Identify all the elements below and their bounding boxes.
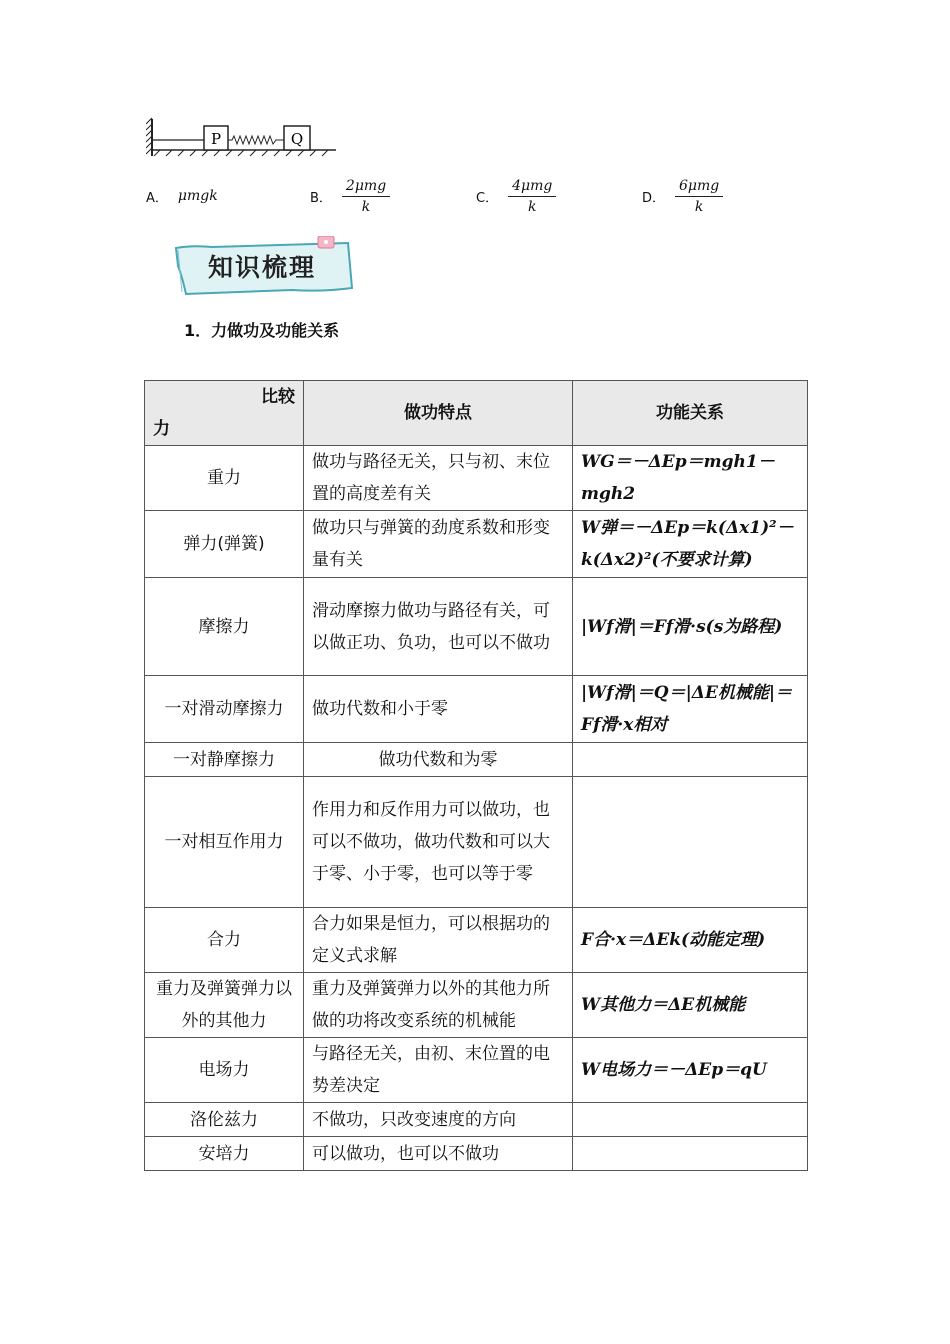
- feature-cell: 做功代数和小于零: [304, 676, 573, 743]
- feature-cell: 不做功，只改变速度的方向: [304, 1103, 573, 1137]
- option-d[interactable]: [642, 174, 723, 218]
- section-heading: 1．力做功及功能关系: [184, 321, 340, 340]
- feature-cell: 重力及弹簧弹力以外的其他力所做的功将改变系统的机械能: [304, 973, 573, 1038]
- option-letter: B．: [310, 190, 332, 206]
- corner-top-label: 比较: [261, 387, 295, 407]
- relation-cell: [573, 1103, 808, 1137]
- force-cell: 合力: [145, 908, 304, 973]
- table-row: [145, 1137, 808, 1171]
- force-cell: 一对滑动摩擦力: [145, 676, 304, 743]
- relation-cell: W电场力＝－ΔEp＝qU: [573, 1038, 808, 1103]
- relation-cell: |Wf滑|＝Ff滑·s(s为路程): [573, 578, 808, 676]
- feature-cell: 做功只与弹簧的劲度系数和形变量有关: [304, 511, 573, 578]
- table-row: [145, 578, 808, 676]
- force-cell: 安培力: [145, 1137, 304, 1171]
- table-row: [145, 777, 808, 908]
- force-cell: 弹力(弹簧): [145, 511, 304, 578]
- work-energy-table: [144, 380, 808, 1171]
- table-row: [145, 973, 808, 1038]
- table-row: [145, 1103, 808, 1137]
- fraction: [675, 177, 723, 216]
- relation-cell: [573, 1137, 808, 1171]
- block-p-label: P: [210, 130, 222, 148]
- denominator: k: [527, 198, 537, 215]
- table-row: [145, 676, 808, 743]
- relation-cell: [573, 777, 808, 908]
- table-row: [145, 511, 808, 578]
- column-header-feature: 做功特点: [304, 381, 573, 446]
- option-a[interactable]: [146, 174, 218, 218]
- relation-cell: W弹＝－ΔEp＝k(Δx1)²－k(Δx2)²(不要求计算): [573, 511, 808, 578]
- relation-cell: W其他力＝ΔE机械能: [573, 973, 808, 1038]
- banner-title: 知识梳理: [207, 253, 316, 282]
- feature-cell: 做功代数和为零: [304, 743, 573, 777]
- numerator: 2μmg: [342, 177, 390, 197]
- option-letter: C．: [476, 190, 499, 206]
- denominator: k: [694, 198, 704, 215]
- force-cell: 摩擦力: [145, 578, 304, 676]
- feature-cell: 可以做功，也可以不做功: [304, 1137, 573, 1171]
- table-row: [145, 1038, 808, 1103]
- force-cell: 电场力: [145, 1038, 304, 1103]
- table-row: [145, 743, 808, 777]
- table-row: [145, 446, 808, 511]
- feature-cell: 合力如果是恒力，可以根据功的定义式求解: [304, 908, 573, 973]
- relation-cell: WG＝－ΔEp＝mgh1－mgh2: [573, 446, 808, 511]
- table-row: [145, 908, 808, 973]
- force-cell: 一对相互作用力: [145, 777, 304, 908]
- column-header-relation: 功能关系: [573, 381, 808, 446]
- option-c[interactable]: [476, 174, 556, 218]
- fraction: [508, 177, 556, 216]
- corner-header: [145, 381, 304, 446]
- feature-cell: 作用力和反作用力可以做功，也可以不做功，做功代数和可以大于零、小于零，也可以等于零: [304, 777, 573, 908]
- feature-cell: 做功与路径无关，只与初、末位置的高度差有关: [304, 446, 573, 511]
- option-b[interactable]: [310, 174, 390, 218]
- corner-bottom-label: 力: [153, 419, 170, 439]
- table-header-row: [145, 381, 808, 446]
- option-a-text: μmgk: [177, 188, 218, 204]
- section-banner: [172, 236, 362, 300]
- denominator: k: [361, 198, 371, 215]
- spring-blocks-figure: [146, 116, 342, 162]
- option-letter: D．: [642, 190, 666, 206]
- relation-cell: [573, 743, 808, 777]
- fraction: [342, 177, 390, 216]
- numerator: 6μmg: [675, 177, 723, 197]
- force-cell: 重力: [145, 446, 304, 511]
- relation-cell: |Wf滑|＝Q＝|ΔE机械能|＝Ff滑·x相对: [573, 676, 808, 743]
- force-cell: 重力及弹簧弹力以外的其他力: [145, 973, 304, 1038]
- block-q-label: Q: [290, 130, 304, 148]
- relation-cell: F合·x＝ΔEk(动能定理): [573, 908, 808, 973]
- force-cell: 一对静摩擦力: [145, 743, 304, 777]
- force-cell: 洛伦兹力: [145, 1103, 304, 1137]
- option-letter: A．: [146, 190, 168, 206]
- feature-cell: 与路径无关，由初、末位置的电势差决定: [304, 1038, 573, 1103]
- answer-options: [146, 174, 786, 218]
- numerator: 4μmg: [508, 177, 556, 197]
- feature-cell: 滑动摩擦力做功与路径有关，可以做正功、负功，也可以不做功: [304, 578, 573, 676]
